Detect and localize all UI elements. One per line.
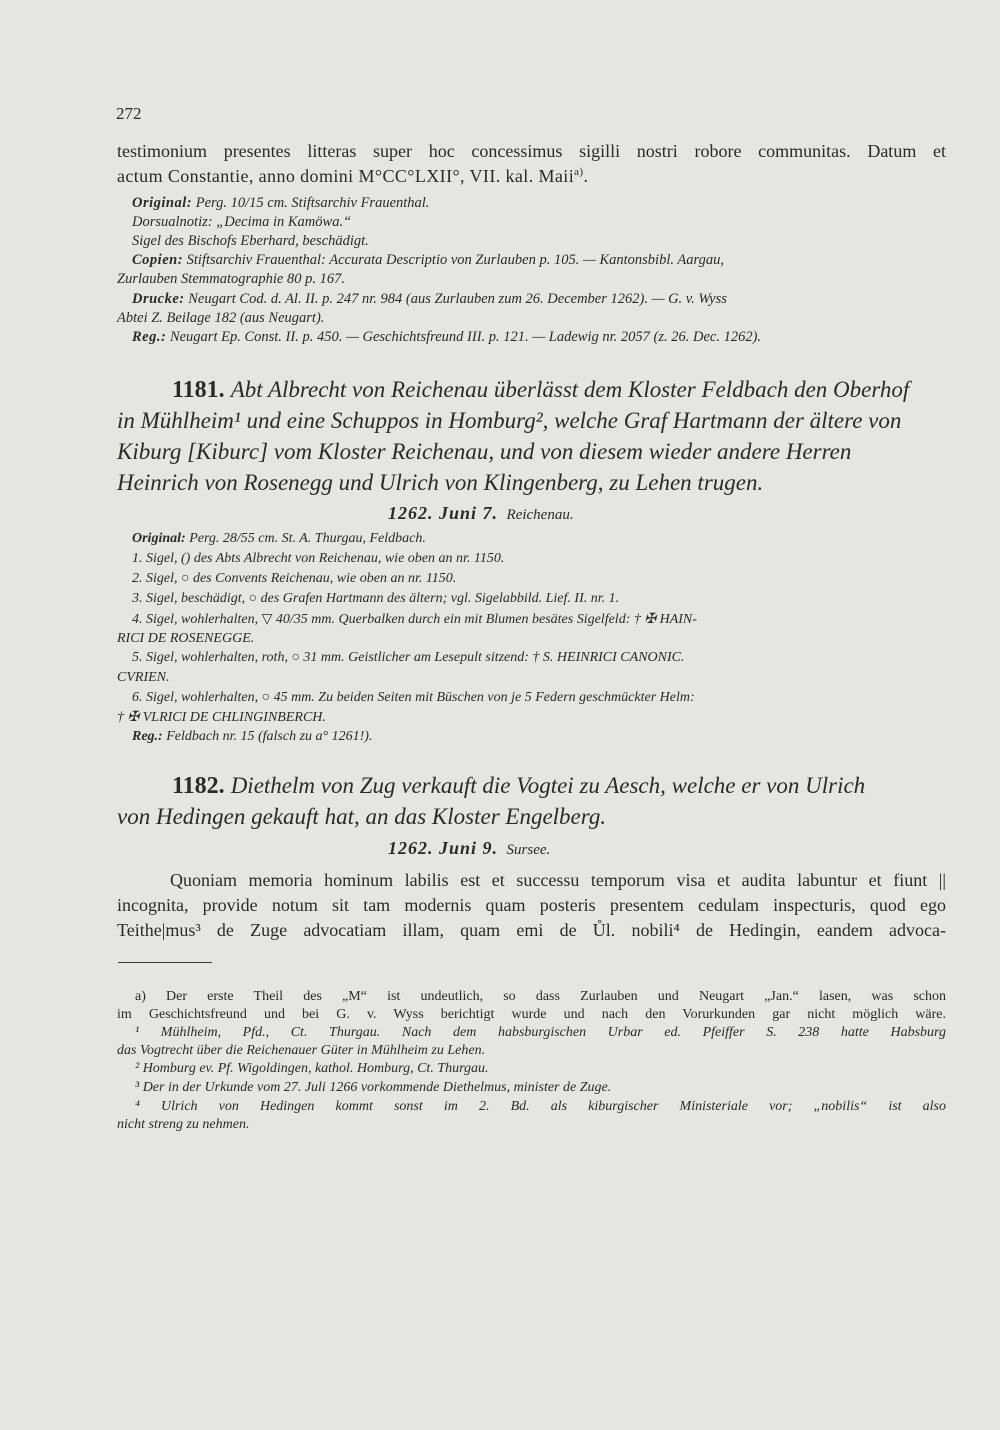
footnote-rule [118, 962, 212, 963]
apparatus-line: 1. Sigel, () des Abts Albrecht von Reichenau, wie oben an nr. 1150. [132, 551, 505, 566]
doc-heading-1181: 1181. Abt Albrecht von Reichenau überlässt dem Kloster Feldbach den Oberhof [172, 377, 910, 403]
apparatus-line: † ✠ VLRICI DE CHLINGINBERCH. [117, 710, 326, 725]
body-line: Quoniam memoria hominum labilis est et successu temporum visa et audita labuntur et fiunt || [170, 870, 946, 890]
footnote-line: im Geschichtsfreund und bei G. v. Wyss berichtigt wurde und nach den Vorurkunden gar nicht möglich wäre. [117, 1007, 946, 1022]
footnote-line: ² Homburg ev. Pf. Wigoldingen, kathol. Homburg, Ct. Thurgau. [135, 1061, 489, 1076]
note-line: Reg.: Neugart Ep. Const. II. p. 450. — Geschichtsfreund III. p. 121. — Ladewig nr. 2057 (z. 26. Dec. 1262). [132, 329, 762, 345]
apparatus-line: 4. Sigel, wohlerhalten, ▽ 40/35 mm. Querbalken durch ein mit Blumen besätes Sigelfeld: † ✠ HAIN- [132, 612, 697, 627]
note-line: Original: Perg. 10/15 cm. Stiftsarchiv Frauenthal. [132, 195, 430, 211]
footnote-line: a) Der erste Theil des „M“ ist undeutlich, so dass Zurlauben und Neugart „Jan.“ lasen, was schon [135, 989, 946, 1004]
apparatus-line: 5. Sigel, wohlerhalten, roth, ○ 31 mm. Geistlicher am Lesepult sitzend: † S. HEINRICI CANONIC. [132, 650, 685, 665]
footnote-line: ³ Der in der Urkunde vom 27. Juli 1266 vorkommende Diethelmus, minister de Zuge. [135, 1080, 612, 1095]
body-line: Teithe|mus³ de Zuge advocatiam illam, quam emi de Ůl. nobili⁴ de Hedingin, eandem advoca- [117, 920, 946, 940]
doc-date-1181: 1262. Juni 7. Reichenau. [388, 503, 574, 523]
apparatus-line: Reg.: Feldbach nr. 15 (falsch zu a° 1261!). [132, 729, 373, 744]
footnote-line: ¹ Mühlheim, Pfd., Ct. Thurgau. Nach dem habsburgischen Urbar ed. Pfeiffer S. 238 hatte Habsburg [135, 1025, 946, 1040]
apparatus-line: 6. Sigel, wohlerhalten, ○ 45 mm. Zu beiden Seiten mit Büschen von je 5 Federn geschmückter Helm: [132, 690, 695, 705]
apparatus-line: RICI DE ROSENEGGE. [117, 631, 255, 646]
note-line: Dorsualnotiz: „Decima in Kamöwa.“ [132, 214, 352, 230]
doc-date-1182: 1262. Juni 9. Sursee. [388, 838, 551, 858]
apparatus-line: 3. Sigel, beschädigt, ○ des Grafen Hartmann des ältern; vgl. Sigelabbild. Lief. II. nr. 1. [132, 591, 620, 606]
page-number: 272 [116, 104, 142, 123]
apparatus-line: Original: Perg. 28/55 cm. St. A. Thurgau, Feldbach. [132, 531, 426, 546]
note-line: Drucke: Neugart Cod. d. Al. II. p. 247 nr. 984 (aus Zurlauben zum 26. December 1262). — G. v. Wyss [132, 291, 727, 307]
note-line: Abtei Z. Beilage 182 (aus Neugart). [117, 310, 325, 326]
note-line: Sigel des Bischofs Eberhard, beschädigt. [132, 233, 369, 249]
doc-heading-line: von Hedingen gekauft hat, an das Kloster Engelberg. [117, 804, 607, 829]
note-line: Zurlauben Stemmatographie 80 p. 167. [117, 271, 345, 287]
footnote-line: ⁴ Ulrich von Hedingen kommt sonst im 2. Bd. als kiburgischer Ministeriale vor; „nobilis“ ist also [135, 1099, 946, 1114]
body-line: actum Constantie, anno domini M°CC°LXII°, VII. kal. Maii$^{a)}$. [117, 166, 589, 186]
note-line: Copien: Stiftsarchiv Frauenthal: Accurata Descriptio von Zurlauben p. 105. — Kantonsbibl. Aargau, [132, 252, 724, 268]
doc-heading-line: Heinrich von Rosenegg und Ulrich von Klingenberg, zu Lehen trugen. [117, 470, 764, 495]
footnote-line: nicht streng zu nehmen. [117, 1117, 250, 1132]
doc-number: 1181. [172, 377, 225, 403]
body-line: incognita, provide notum sit tam modernis quam posteris presentem cedulam inspecturis, quod ego [117, 895, 946, 915]
doc-heading-1182: 1182. Diethelm von Zug verkauft die Vogtei zu Aesch, welche er von Ulrich [172, 773, 866, 799]
apparatus-line: CVRIEN. [117, 670, 170, 685]
doc-heading-line: in Mühlheim¹ und eine Schuppos in Homburg², welche Graf Hartmann der ältere von [117, 408, 902, 433]
doc-number: 1182. [172, 773, 225, 799]
body-line: testimonium presentes litteras super hoc concessimus sigilli nostri robore communitas. Datum et [117, 141, 946, 161]
apparatus-line: 2. Sigel, ○ des Convents Reichenau, wie oben an nr. 1150. [132, 571, 457, 586]
footnote-line: das Vogtrecht über die Reichenauer Güter in Mühlheim zu Lehen. [117, 1043, 486, 1058]
doc-heading-line: Kiburg [Kiburc] vom Kloster Reichenau, und von diesem wieder andere Herren [117, 439, 852, 464]
